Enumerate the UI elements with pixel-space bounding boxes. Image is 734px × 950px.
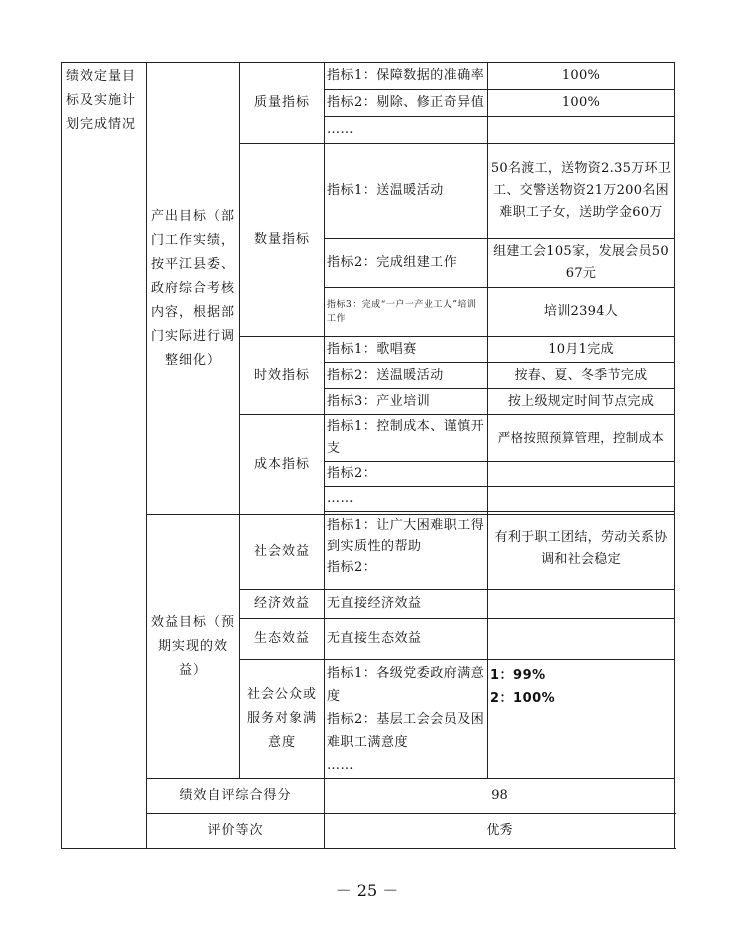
indicator-cell: 指标1：控制成本、谨慎开支 bbox=[325, 415, 488, 462]
indicator-cell: …… bbox=[325, 117, 488, 144]
economic-benefit-label: 经济效益 bbox=[240, 590, 325, 619]
value-cell bbox=[488, 487, 675, 512]
value-cell bbox=[488, 619, 675, 660]
indicator-text: 指标3：完成“一户一产业工人”培训工作 bbox=[327, 300, 477, 324]
timeliness-indicator-label: 时效指标 bbox=[240, 337, 325, 415]
value-cell bbox=[488, 660, 675, 779]
indicator-cell: 指标2：送温暖活动 bbox=[325, 363, 488, 389]
satisfaction-label: 社会公众或服务对象满意度 bbox=[240, 660, 325, 779]
indicator-text: 指标1：让广大困难职工得到实质性的帮助 bbox=[327, 518, 485, 554]
indicator-cell: 指标2：剔除、修正奇异值 bbox=[325, 90, 488, 117]
table-row bbox=[62, 814, 675, 849]
indicator-cell: …… bbox=[325, 487, 488, 512]
social-benefit-label: 社会效益 bbox=[240, 515, 325, 590]
value-cell: 100% bbox=[488, 90, 675, 117]
value-cell: 50名渡工，送物资2.35万环卫工、交警送物资21万200名困难职工子女，送助学金60万 bbox=[488, 144, 675, 239]
table-row bbox=[62, 779, 675, 814]
value-cell: 严格按照预算管理，控制成本 bbox=[488, 415, 675, 462]
value-cell bbox=[488, 590, 675, 619]
table-row bbox=[62, 63, 675, 90]
indicator-cell bbox=[325, 288, 488, 337]
cost-indicator-label: 成本指标 bbox=[240, 415, 325, 515]
benefit-goal-label: 效益目标（预期实现的效益） bbox=[147, 515, 240, 779]
grade-label: 评价等次 bbox=[147, 814, 325, 849]
table-row bbox=[62, 515, 675, 590]
indicator-cell: 无直接经济效益 bbox=[325, 590, 488, 619]
indicator-cell: 指标2： bbox=[325, 462, 488, 487]
score-label: 绩效自评综合得分 bbox=[147, 779, 325, 814]
performance-table bbox=[61, 62, 675, 849]
quantity-indicator-label: 数量指标 bbox=[240, 144, 325, 337]
satisfaction-value: 1：99% bbox=[490, 668, 546, 683]
indicator-cell bbox=[325, 515, 488, 590]
indicator-cell: 指标3：产业培训 bbox=[325, 389, 488, 415]
value-cell bbox=[488, 462, 675, 487]
value-cell: 组建工会105家，发展会员5067元 bbox=[488, 239, 675, 288]
grade-value: 优秀 bbox=[325, 814, 675, 849]
indicator-cell: 指标1：送温暖活动 bbox=[325, 144, 488, 239]
quality-indicator-label: 质量指标 bbox=[240, 63, 325, 144]
indicator-text: …… bbox=[327, 758, 354, 773]
indicator-cell: 指标1：保障数据的准确率 bbox=[325, 63, 488, 90]
value-cell: 培训2394人 bbox=[488, 288, 675, 337]
indicator-text: 指标2： bbox=[327, 560, 377, 575]
satisfaction-value: 2：100% bbox=[490, 691, 556, 706]
score-value: 98 bbox=[325, 779, 675, 814]
indicator-text: 指标1：各级党委政府满意度 bbox=[327, 666, 485, 704]
indicator-cell: 指标2：完成组建工作 bbox=[325, 239, 488, 288]
value-cell: 有利于职工团结，劳动关系协调和社会稳定 bbox=[488, 515, 675, 590]
indicator-cell: 指标1：歌唱赛 bbox=[325, 337, 488, 363]
ecological-benefit-label: 生态效益 bbox=[240, 619, 325, 660]
value-cell: 10月1完成 bbox=[488, 337, 675, 363]
indicator-cell bbox=[325, 660, 488, 779]
value-cell: 按上级规定时间节点完成 bbox=[488, 389, 675, 415]
value-cell: 100% bbox=[488, 63, 675, 90]
value-cell bbox=[488, 117, 675, 144]
output-goal-label: 产出目标（部门工作实绩，按平江县委、政府综合考核内容，根据部门实际进行调整细化） bbox=[147, 63, 240, 515]
page-number: － 25 － bbox=[335, 881, 399, 900]
section-label: 绩效定量目标及实施计划完成情况 bbox=[62, 63, 147, 849]
indicator-text: 指标2：基层工会会员及困难职工满意度 bbox=[327, 712, 485, 750]
indicator-cell: 无直接生态效益 bbox=[325, 619, 488, 660]
value-cell: 按春、夏、冬季节完成 bbox=[488, 363, 675, 389]
